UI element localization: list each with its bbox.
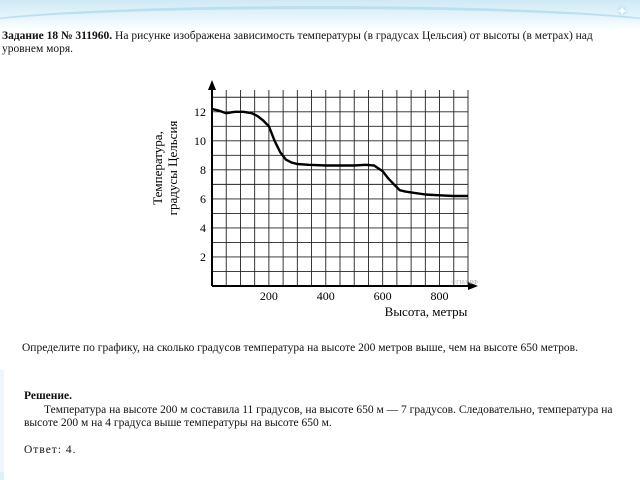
question-text: Определите по графику, на сколько градусов температура на высоте 200 метров выше, чем на высоте 650 метров. — [22, 342, 578, 354]
y-tick-label: 6 — [200, 191, 206, 206]
solution-title: Решение. — [24, 390, 73, 402]
x-tick-label: 200 — [259, 289, 278, 303]
y-tick-label: 12 — [194, 104, 206, 119]
chart-svg — [140, 80, 480, 320]
x-tick-label: 400 — [316, 289, 335, 303]
problem-statement — [2, 30, 634, 56]
grid — [212, 90, 468, 286]
y-axis-arrow — [208, 80, 216, 90]
solution-block — [0, 370, 636, 472]
x-tick-label: 800 — [430, 289, 449, 303]
y-axis-label: Температура,градусы Цельсия — [150, 120, 180, 216]
y-tick-label: 8 — [200, 162, 206, 177]
x-tick-label: 600 — [373, 289, 392, 303]
tick-labels — [194, 105, 449, 303]
y-tick-label: 10 — [194, 133, 206, 148]
problem-text: На рисунке изображена зависимость температуры (в градусах Цельсия) от высоты (в метрах) над уровнем моря. — [2, 30, 593, 55]
solution-answer: Ответ: 4. — [24, 444, 77, 456]
temperature-chart — [140, 80, 480, 320]
watermark: ©ГИА.РФ — [451, 280, 478, 286]
x-axis-label: Высота, метры — [384, 304, 468, 319]
y-tick-label: 2 — [200, 249, 206, 264]
decorative-banner — [0, 0, 640, 30]
solution-body: Температура на высоте 200 м составила 11 градусов, на высоте 650 м — 7 градусов. Следовательно, температура на высоте 200 м на 4 градуса выше температуры на высоте 650 м. — [24, 404, 613, 429]
y-tick-label: 4 — [200, 220, 206, 235]
banner-wave — [0, 6, 640, 30]
sparkle-icon: ✦ — [616, 4, 628, 20]
problem-number: Задание 18 № 311960. — [2, 30, 113, 42]
